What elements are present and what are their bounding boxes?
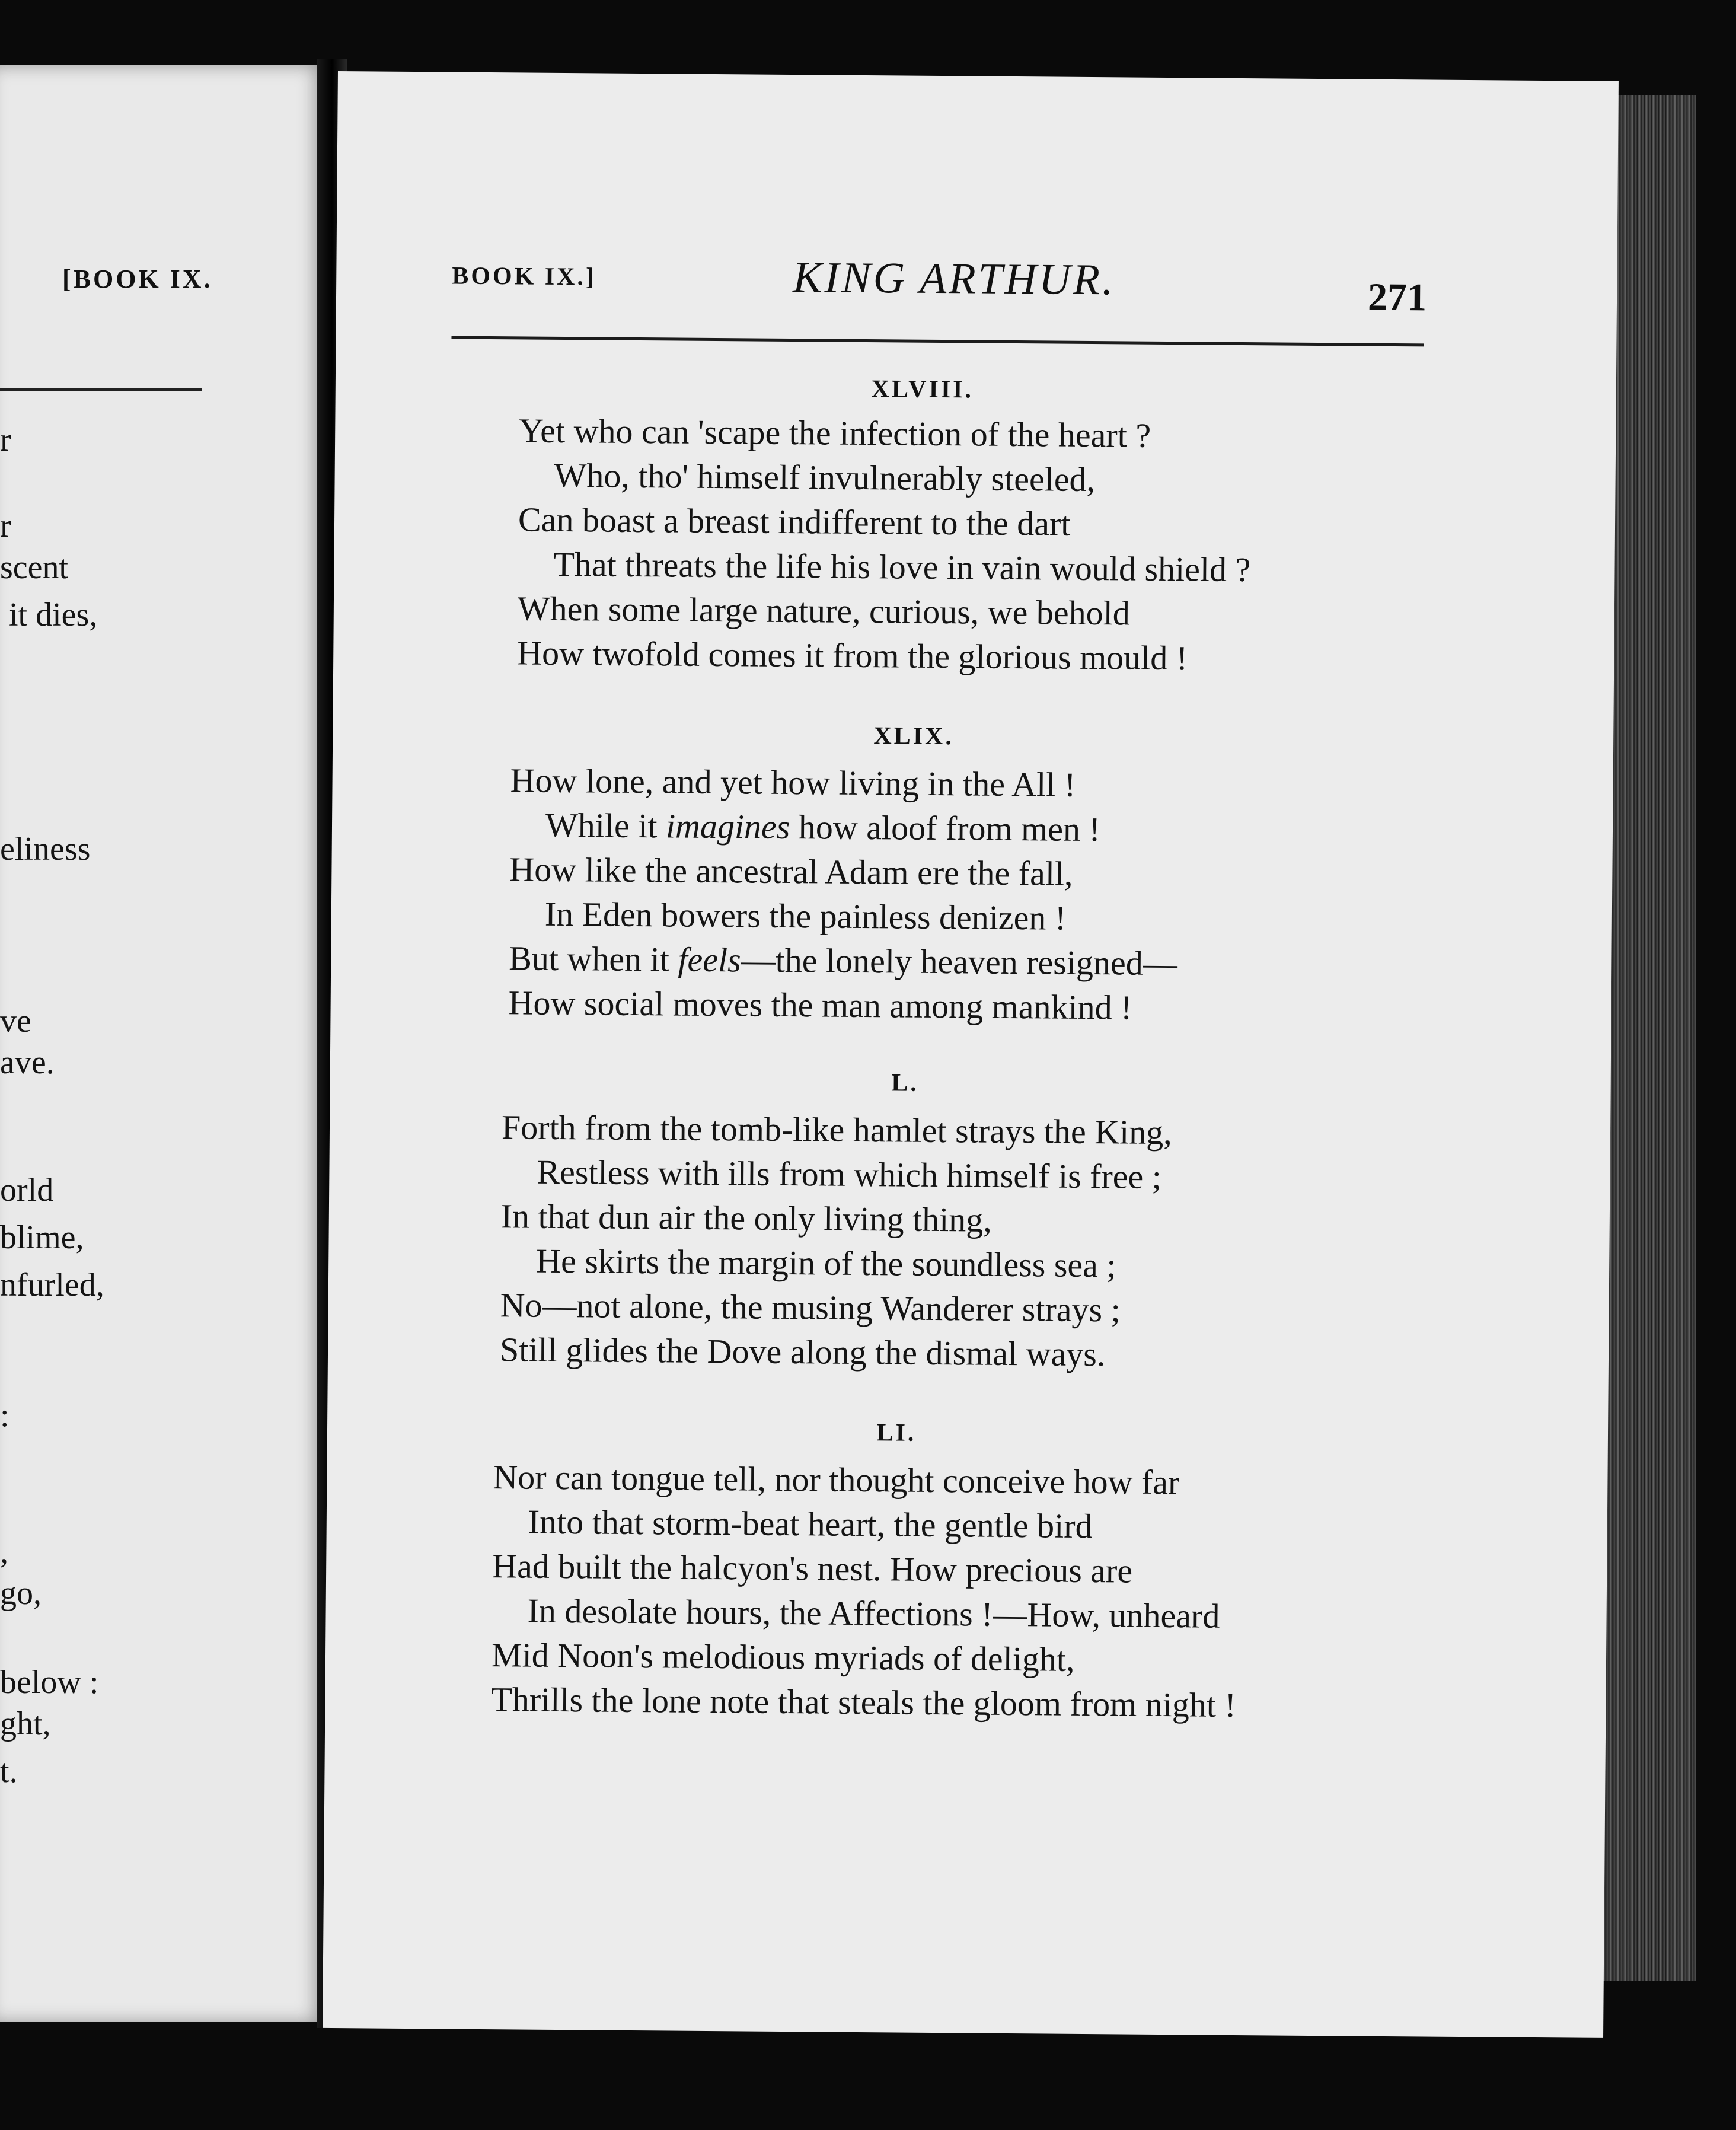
verse-line: Thrills the lone note that steals the gloom from night ! [491, 1680, 1237, 1724]
verse-line: How twofold comes it from the glorious mould ! [517, 633, 1188, 678]
left-line-fragment: : [0, 1397, 9, 1434]
left-line-fragment: it dies, [9, 597, 98, 633]
verse-line: Mid Noon's melodious myriads of delight, [491, 1635, 1075, 1679]
verse-line: How social moves the man among mankind ! [508, 983, 1132, 1027]
left-line-fragment: r [0, 422, 11, 458]
left-line-fragment: below : [0, 1664, 99, 1701]
verse-italic: feels [678, 940, 741, 980]
left-line-fragment: ve [0, 1003, 31, 1040]
verse-text: But when it [509, 939, 678, 979]
left-line-fragment: t. [0, 1753, 18, 1790]
stanza-number: LI. [876, 1419, 917, 1447]
stanza-number: XLIX. [873, 722, 955, 751]
verse-line: Can boast a breast indifferent to the dart [518, 500, 1071, 543]
verse-line: Forth from the tomb-like hamlet strays the King, [501, 1108, 1173, 1152]
verse-line: He skirts the margin of the soundless sea ; [535, 1241, 1116, 1285]
verse-line: Into that storm-beat heart, the gentle bird [528, 1502, 1093, 1546]
left-line-fragment: eliness [0, 831, 91, 868]
verse-line: In Eden bowers the painless denizen ! [544, 894, 1067, 938]
verse-line: That threats the life his love in vain would shield ? [553, 544, 1251, 589]
verse-line: How lone, and yet how living in the All ! [510, 761, 1076, 804]
verse-line: Who, tho' himself invulnerably steeled, [554, 455, 1096, 499]
book-label: BOOK IX.] [452, 262, 597, 291]
left-line-fragment: go, [0, 1575, 42, 1612]
verse-line [509, 938, 1177, 983]
stanza-number: L. [891, 1069, 920, 1097]
verse-line: Yet who can 'scape the infection of the heart ? [518, 411, 1151, 455]
left-line-fragment: scent [0, 549, 69, 586]
verse-text: —the lonely heaven resigned— [741, 940, 1177, 983]
left-line-fragment: ght, [0, 1705, 51, 1742]
verse-line: In that dun air the only living thing, [500, 1197, 993, 1239]
verse-italic: imagines [665, 806, 790, 847]
stanza-number: XLVIII. [871, 375, 974, 404]
verse-line: In desolate hours, the Affections !—How, unheard [527, 1591, 1220, 1635]
verse-text: how aloof from men ! [790, 808, 1101, 849]
left-line-fragment: r [0, 508, 11, 544]
verse-line [545, 805, 1100, 849]
current-page [323, 71, 1619, 2038]
verse-text: While it [545, 805, 666, 846]
verse-line: Nor can tongue tell, nor thought conceive how far [493, 1458, 1180, 1502]
verse-line: Still glides the Dove along the dismal ways. [499, 1330, 1106, 1374]
header-rule [451, 336, 1424, 347]
left-line-fragment: orld [0, 1172, 54, 1209]
left-line-fragment: nfurled, [0, 1267, 104, 1303]
left-line-fragment: , [0, 1533, 8, 1570]
verse-line: Restless with ills from which himself is free ; [537, 1152, 1162, 1196]
previous-page [0, 65, 326, 2022]
left-line-fragment: blime, [0, 1219, 84, 1256]
verse-line: Had built the halcyon's nest. How precious are [492, 1547, 1133, 1590]
page-number: 271 [1367, 275, 1427, 320]
verse-line: When some large nature, curious, we behold [517, 589, 1131, 633]
left-header-rule [0, 388, 202, 391]
left-line-fragment: ave. [0, 1044, 55, 1081]
verse-line: No—not alone, the musing Wanderer strays ; [500, 1286, 1121, 1329]
left-running-header: [BOOK IX. [62, 264, 213, 294]
running-title: KING ARTHUR. [792, 253, 1116, 305]
verse-line: How like the ancestral Adam ere the fall, [509, 850, 1073, 893]
